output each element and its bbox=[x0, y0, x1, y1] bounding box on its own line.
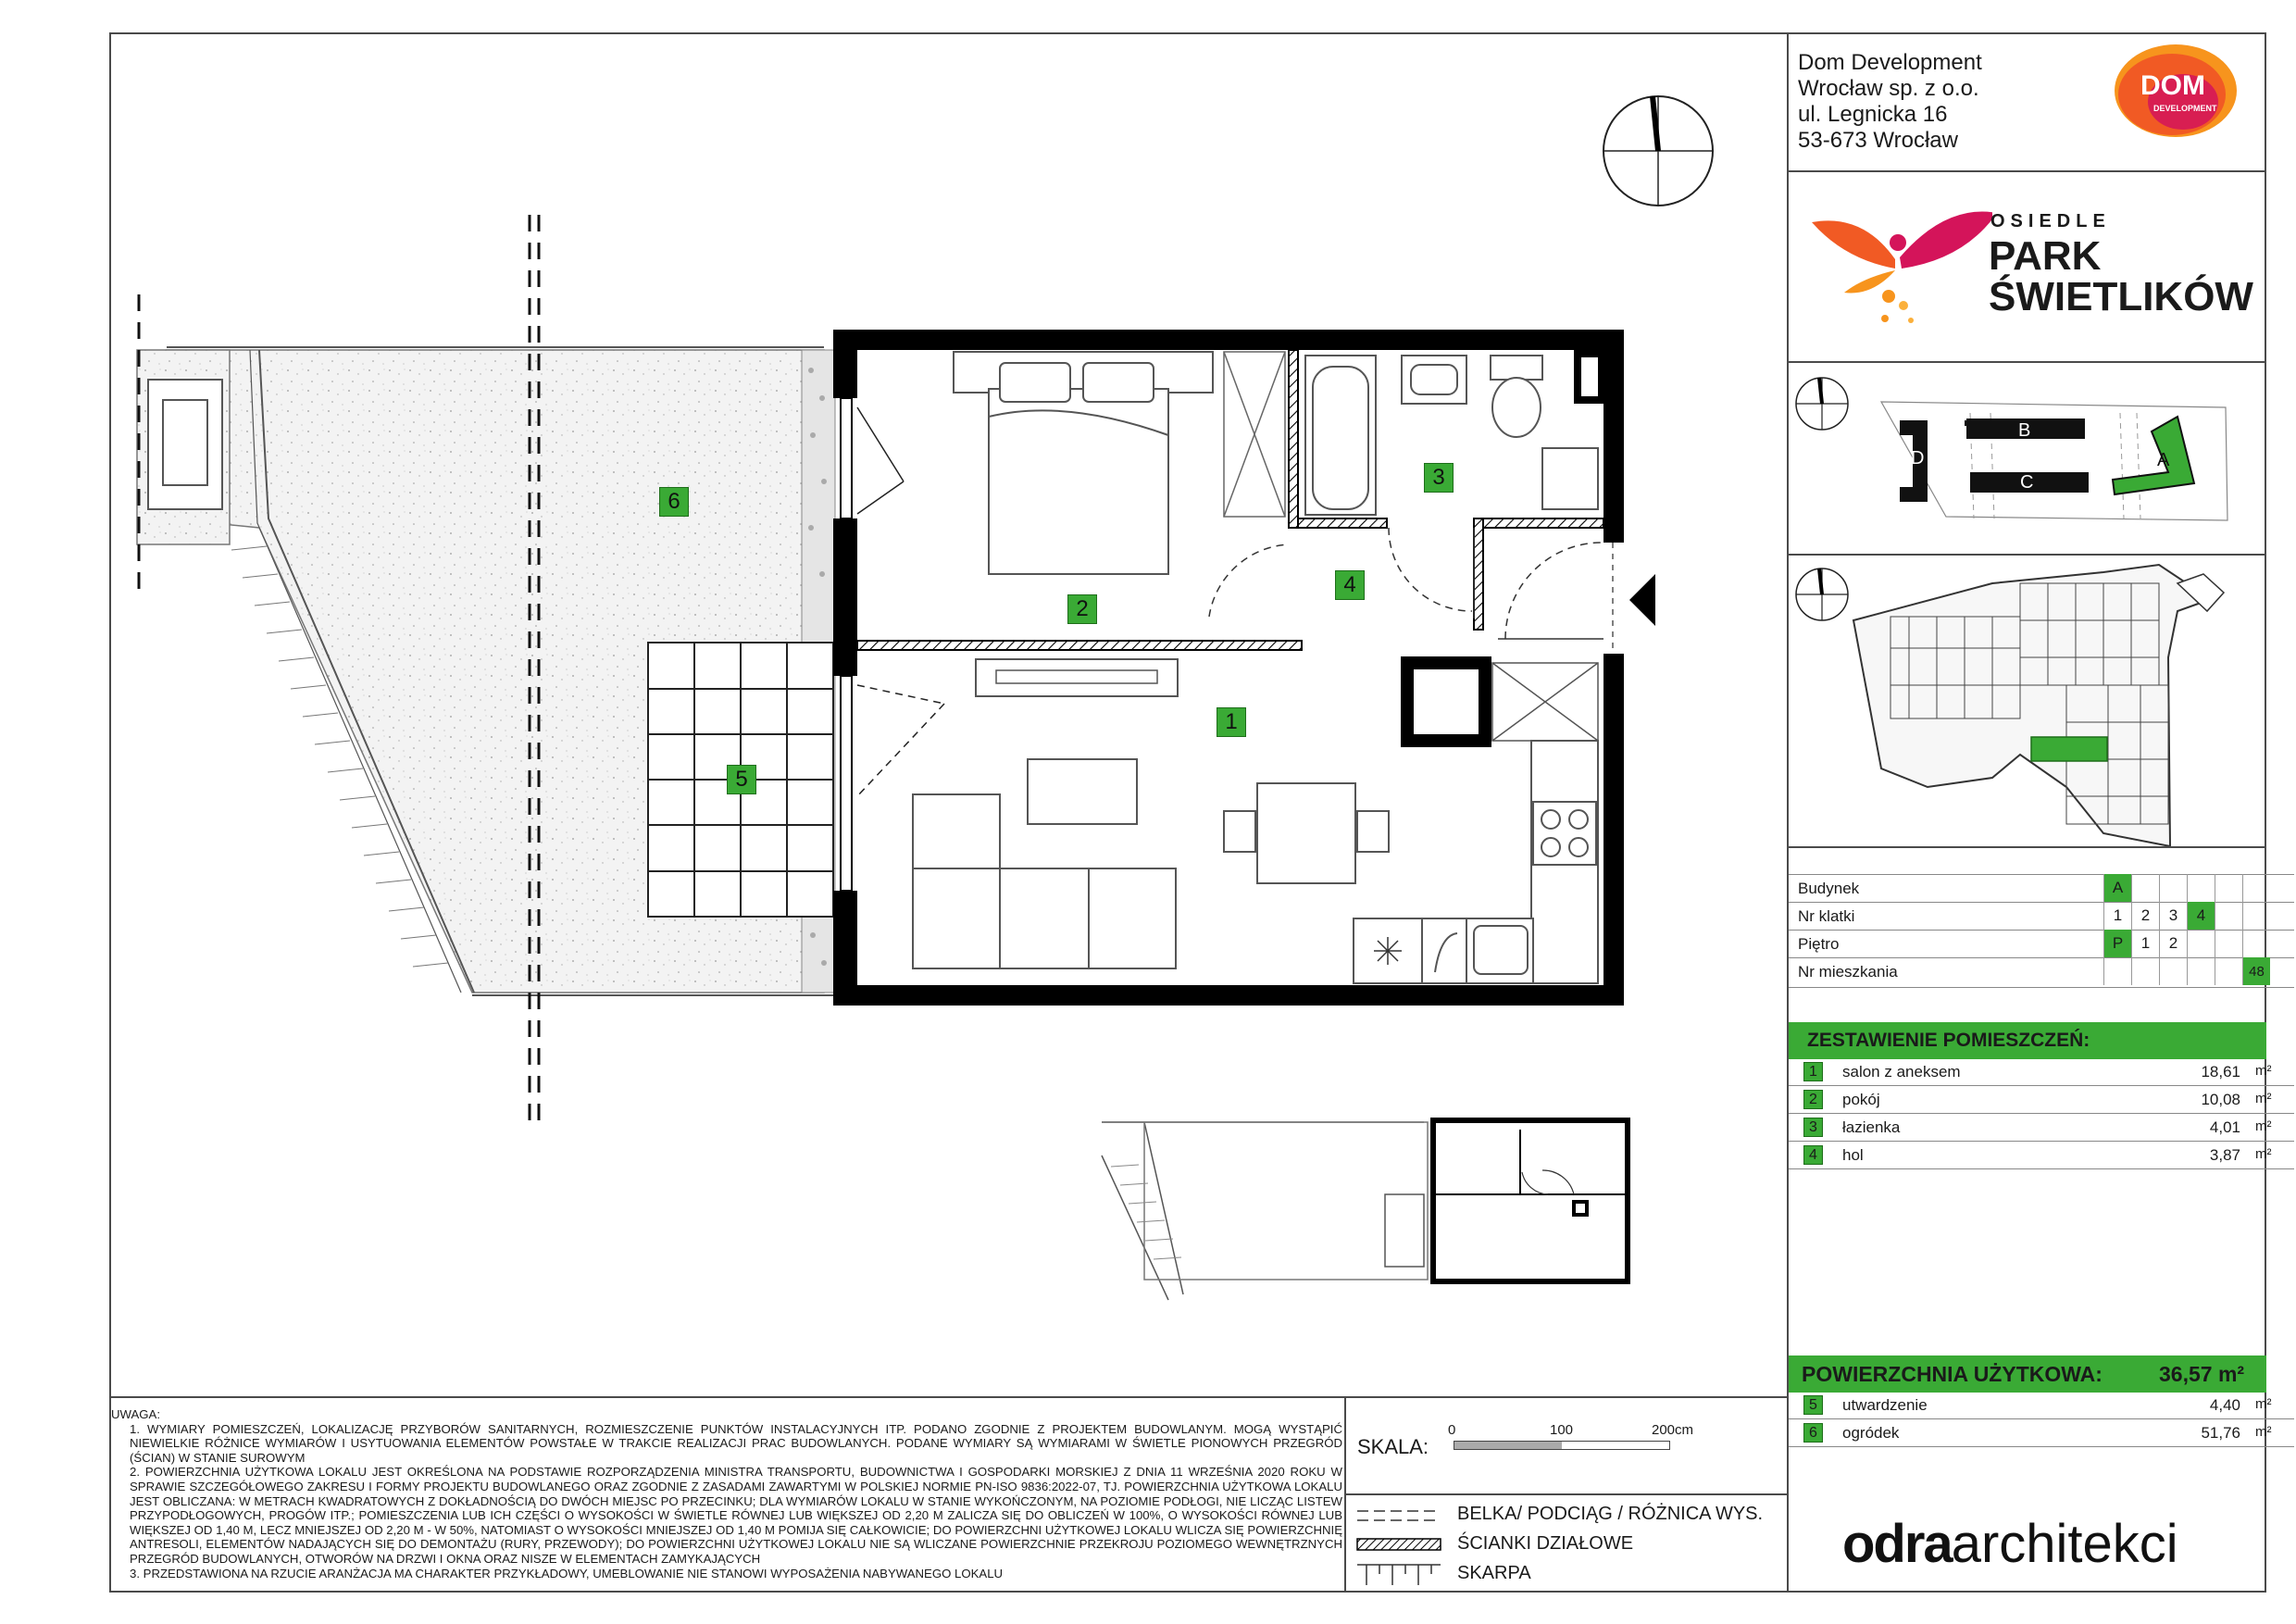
klatka-cell-4: 4 bbox=[2187, 902, 2215, 930]
plan-room-badge-6: 6 bbox=[659, 487, 689, 517]
scale-tick-200: 200cm bbox=[1652, 1422, 1694, 1438]
slope-icon bbox=[1357, 1565, 1441, 1585]
legend-slope-label: SKARPA bbox=[1457, 1563, 1531, 1583]
pietro-cell-p: P bbox=[2103, 930, 2131, 957]
plan-room-badge-3: 3 bbox=[1424, 463, 1454, 493]
summary-row-line bbox=[1789, 1418, 2294, 1419]
summary-extra-unit-6: m² bbox=[2255, 1424, 2272, 1440]
budynek-cell-empty bbox=[2215, 874, 2242, 902]
plan-room-badge-5: 5 bbox=[727, 765, 756, 794]
logo-text-bottom: DEVELOPMENT bbox=[2153, 104, 2217, 113]
site-plan bbox=[1789, 363, 2266, 554]
klatka-cell-2: 2 bbox=[2131, 902, 2159, 930]
project-name-line1: OSIEDLE bbox=[1990, 211, 2111, 231]
notes-title: UWAGA: bbox=[111, 1407, 160, 1421]
summary-title: ZESTAWIENIE POMIESZCZEŃ: bbox=[1807, 1030, 2090, 1051]
compass-icon bbox=[1603, 96, 1713, 206]
project-name-line2: PARK bbox=[1989, 233, 2102, 279]
klatka-cell-1: 1 bbox=[2103, 902, 2131, 930]
company-street: ul. Legnicka 16 bbox=[1798, 102, 1948, 127]
site-building-d: D bbox=[1911, 448, 1925, 468]
mieszkanie-cell-empty bbox=[2131, 957, 2159, 985]
scale-bar bbox=[1454, 1441, 1670, 1450]
dom-development-logo bbox=[2111, 43, 2240, 144]
summary-row-line bbox=[1789, 1446, 2294, 1447]
detail-budynek-label: Budynek bbox=[1798, 880, 1860, 897]
sidebar-line bbox=[1789, 170, 2266, 172]
footer-divider bbox=[109, 1396, 1787, 1398]
detail-klatka-label: Nr klatki bbox=[1798, 907, 1855, 925]
summary-room-unit-2: m² bbox=[2255, 1091, 2272, 1106]
budynek-cell-empty bbox=[2131, 874, 2159, 902]
klatka-cell-3: 3 bbox=[2159, 902, 2187, 930]
compass-icon bbox=[1796, 568, 1848, 620]
summary-room-name-4: hol bbox=[1842, 1146, 1864, 1164]
summary-room-area-3: 4,01 bbox=[2209, 1118, 2240, 1136]
mieszkanie-cell-empty bbox=[2103, 957, 2131, 985]
notes-item-2: 2. POWIERZCHNIA UŻYTKOWA LOKALU JEST OKREŚLONA NA PODSTAWIE ROZPORZĄDZENIA MINISTRA TRANSPORTU, BUDOWNICTWA I GOSPODARKI MORSKIEJ Z DNIA 11 WRZEŚNIA 2020 ROKU W SPRAWIE SZCZEGÓŁOWEGO ZAKRESU I FORMY PROJEKTU BUDOWLANEGO ORAZ ZGODNIE Z ZASADAMI ZAWARTYMI W POLSKIEJ NORMIE PN-ISO 9836:2022-07, TJ. POWIERZCHNIA UŻYTKOWA LOKALU JEST OBLICZANA: W METRACH KWADRATOWYCH Z DOKŁADNOŚCIĄ DO DWÓCH MIEJSC PO PRZECINKU; DLA WYMIARÓW LOKALU W STANIE WYKOŃCZONYM, NA POZIOMIE PODŁOGI, NIE LICZĄC LISTEW PRZYPODŁOGOWYCH, PROGÓW ITP.; POMIESZCZENIA LUB ICH CZĘŚCI O WYSOKOŚCI W ŚWIETLE RÓWNEJ LUB WIĘKSZEJ OD 2,20 M ZALICZA SIĘ DO OBLICZEŃ W 100%, O WYSOKOŚCI RÓWNEJ LUB WIĘKSZEJ OD 1,40 M, LECZ MNIEJSZEJ OD 2,20 M - W 50%, NATOMIAST O WYSOKOŚCI MNIEJSZEJ OD 1,40 M POMIJA SIĘ CAŁKOWICIE; DO POWIERZCHNI UŻYTKOWEJ LOKALU WLICZA SIĘ POWIERZCHNIĘ ANTRESOLI, ELEMENTÓW NADAJĄCYCH SIĘ DO DEMONTAŻU (RURY, PRZEWODY); DO POWIERZCHNI UŻYTKOWEJ LOKALU NIE SĄ WLICZANE POWIERZCHNIE PRZEKROJU POZIOMEGO WEWNĘTRZNYCH PRZEGRÓD BUDOWLANYCH, OTWORÓW NA DRZWI I OKNA ORAZ NISZE W ELEMENTACH ZAMYKAJĄCYCH bbox=[130, 1465, 1342, 1566]
summary-room-unit-3: m² bbox=[2255, 1118, 2272, 1134]
sidebar-line bbox=[1789, 846, 2266, 848]
plan-room-badge-2: 2 bbox=[1067, 594, 1097, 624]
mieszkanie-number: 48 bbox=[2242, 957, 2270, 985]
total-area-bar bbox=[1789, 1355, 2266, 1393]
summary-header bbox=[1789, 1022, 2266, 1059]
pietro-cell-empty bbox=[2215, 930, 2242, 957]
detail-pietro-label: Piętro bbox=[1798, 935, 1840, 953]
total-area-value: 36,57 m² bbox=[2159, 1362, 2245, 1386]
building-floor-plan bbox=[1789, 556, 2266, 846]
entrance-arrow-icon bbox=[1629, 574, 1655, 626]
company-name-line2: Wrocław sp. z o.o. bbox=[1798, 76, 1979, 101]
project-name-line3: ŚWIETLIKÓW bbox=[1989, 274, 2253, 319]
scale-tick-0: 0 bbox=[1448, 1422, 1456, 1438]
architect-name-bold: odra bbox=[1842, 1514, 1952, 1574]
summary-room-name-1: salon z aneksem bbox=[1842, 1063, 1961, 1081]
legend-symbols bbox=[1352, 1500, 1454, 1589]
architect-name-light: architekci bbox=[1951, 1514, 2178, 1574]
dishwasher-icon bbox=[1374, 937, 1402, 965]
fridge bbox=[1492, 663, 1598, 741]
summary-room-unit-4: m² bbox=[2255, 1146, 2272, 1162]
kitchen-counter bbox=[1354, 741, 1598, 983]
summary-row-line bbox=[1789, 1141, 2294, 1142]
park-swietlikow-logo bbox=[1807, 204, 1992, 333]
summary-extra-badge-6: 6 bbox=[1803, 1423, 1823, 1443]
scale-tick-100: 100 bbox=[1550, 1422, 1574, 1438]
sink bbox=[1402, 356, 1466, 404]
summary-row-line bbox=[1789, 1168, 2294, 1169]
total-area-label: POWIERZCHNIA UŻYTKOWA: bbox=[1802, 1362, 2103, 1386]
architect-logo bbox=[1842, 1513, 2178, 1574]
beam-dashed-icon bbox=[1357, 1511, 1441, 1520]
summary-room-name-2: pokój bbox=[1842, 1091, 1880, 1108]
summary-room-area-1: 18,61 bbox=[2201, 1063, 2240, 1081]
site-building-c: C bbox=[2020, 472, 2034, 493]
summary-extra-area-6: 51,76 bbox=[2201, 1424, 2240, 1442]
pietro-cell-2: 2 bbox=[2159, 930, 2187, 957]
pietro-cell-1: 1 bbox=[2131, 930, 2159, 957]
pietro-cell-empty bbox=[2187, 930, 2215, 957]
budynek-cell-empty bbox=[2242, 874, 2270, 902]
bathtub bbox=[1305, 356, 1376, 515]
company-city: 53-673 Wrocław bbox=[1798, 128, 1958, 153]
logo-text-top: DOM bbox=[2140, 70, 2205, 101]
mieszkanie-cell-empty bbox=[2187, 957, 2215, 985]
summary-row-line bbox=[1789, 1113, 2294, 1114]
plan-room-badge-1: 1 bbox=[1217, 707, 1246, 737]
wardrobe bbox=[1224, 352, 1285, 517]
summary-row-line bbox=[1789, 1085, 2294, 1086]
company-name: Dom Development bbox=[1798, 50, 1982, 75]
coffee-table bbox=[1028, 759, 1137, 824]
scale-legend-split bbox=[1344, 1493, 1787, 1495]
summary-room-name-3: łazienka bbox=[1842, 1118, 1901, 1136]
mieszkanie-cell-empty bbox=[2159, 957, 2187, 985]
mieszkanie-cell-empty bbox=[2215, 957, 2242, 985]
summary-room-unit-1: m² bbox=[2255, 1063, 2272, 1079]
klatka-cell-empty bbox=[2215, 902, 2242, 930]
summary-extra-name-6: ogródek bbox=[1842, 1424, 1900, 1442]
summary-room-badge-2: 2 bbox=[1803, 1090, 1823, 1109]
summary-extra-badge-5: 5 bbox=[1803, 1395, 1823, 1415]
legend-partition-label: ŚCIANKI DZIAŁOWE bbox=[1457, 1533, 1634, 1554]
budynek-cell-empty bbox=[2159, 874, 2187, 902]
klatka-cell-empty bbox=[2242, 902, 2270, 930]
plan-room-badge-4: 4 bbox=[1335, 570, 1365, 600]
notes-item-3: 3. PRZEDSTAWIONA NA RZUCIE ARANŻACJA MA CHARAKTER PRZYKŁADOWY, UMEBLOWANIE NIE STANOWI WYPOSAŻENIA NABYWANEGO LOKALU bbox=[130, 1566, 1004, 1580]
compass-icon bbox=[1796, 378, 1848, 430]
summary-extra-name-5: utwardzenie bbox=[1842, 1396, 1928, 1414]
summary-room-badge-1: 1 bbox=[1803, 1062, 1823, 1081]
legend-beam-label: BELKA/ PODCIĄG / RÓŻNICA WYS. bbox=[1457, 1504, 1764, 1524]
notes-item-1: 1. WYMIARY POMIESZCZEŃ, LOKALIZACJĘ PRZYBORÓW SANITARNYCH, ROZMIESZCZENIE PUNKTÓW INSTALACYJNYCH ITP. PODANO ZGODNIE Z PROJEKTEM BUDOWLANYM. MOGĄ WYSTĄPIĆ NIEWIELKIE RÓŻNICE WYMIARÓW I USYTUOWANIA ELEMENTÓW POWSTAŁE W TRAKCIE REALIZACJI PRAC BUDOWLANYCH. PODANE WYMIARY SĄ WYMIARAMI W ŚWIETLE PIONOWYCH PRZEGRÓD (ŚCIAN) W STANIE SUROWYM bbox=[130, 1421, 1342, 1465]
notes-block bbox=[111, 1407, 1342, 1580]
site-building-b: B bbox=[2018, 420, 2031, 441]
detail-mieszkanie-label: Nr mieszkania bbox=[1798, 963, 1898, 981]
budynek-cell-a: A bbox=[2103, 874, 2131, 902]
summary-extra-unit-5: m² bbox=[2255, 1396, 2272, 1412]
bed bbox=[954, 352, 1213, 574]
summary-room-badge-4: 4 bbox=[1803, 1145, 1823, 1165]
summary-room-area-2: 10,08 bbox=[2201, 1091, 2240, 1108]
summary-extra-area-5: 4,40 bbox=[2209, 1396, 2240, 1414]
pietro-cell-empty bbox=[2242, 930, 2270, 957]
summary-room-area-4: 3,87 bbox=[2209, 1146, 2240, 1164]
toilet bbox=[1491, 356, 1542, 437]
floor-orientation-plan bbox=[1102, 1122, 1428, 1300]
summary-room-badge-3: 3 bbox=[1803, 1118, 1823, 1137]
site-building-a: A bbox=[2157, 450, 2170, 470]
partition-hatch-icon bbox=[1357, 1539, 1441, 1550]
details-row-line bbox=[1789, 987, 2294, 988]
dining-table bbox=[1224, 783, 1389, 883]
budynek-cell-empty bbox=[2187, 874, 2215, 902]
scale-label: SKALA: bbox=[1357, 1435, 1429, 1458]
